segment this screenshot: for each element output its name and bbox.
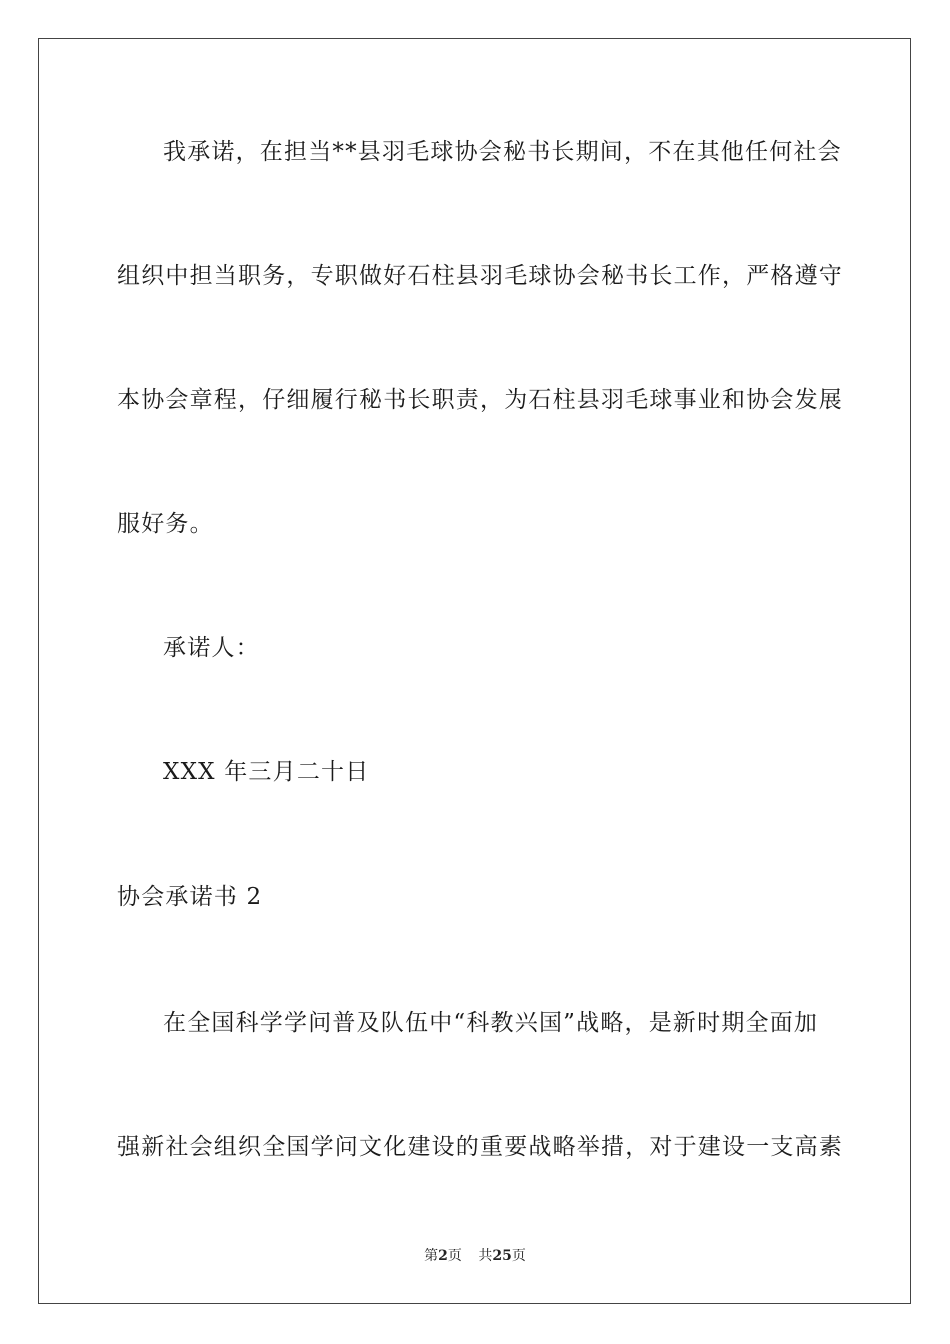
paragraph-1-line-4: 服好务。 — [117, 511, 214, 537]
page-footer — [0, 1245, 950, 1265]
page-number: 第2页 — [424, 1248, 462, 1264]
page-total: 共25页 — [478, 1248, 526, 1264]
paragraph-1-line-3: 本协会章程，仔细履行秘书长职责，为石柱县羽毛球事业和协会发展 — [117, 387, 843, 413]
paragraph-2-line-1: 在全国科学学问普及队伍中“科教兴国”战略，是新时期全面加 — [163, 1010, 819, 1036]
paragraph-2-line-2: 强新社会组织全国学问文化建设的重要战略举措，对于建设一支高素 — [117, 1134, 843, 1160]
paragraph-1-line-1: 我承诺，在担当**县羽毛球协会秘书长期间，不在其他任何社会 — [163, 139, 842, 165]
signature-date: XXX 年三月二十日 — [163, 759, 370, 785]
page-frame — [38, 38, 911, 1304]
paragraph-1-line-2: 组织中担当职务，专职做好石柱县羽毛球协会秘书长工作，严格遵守 — [117, 263, 843, 289]
signature-label: 承诺人： — [163, 635, 260, 661]
section-title: 协会承诺书 2 — [117, 884, 263, 910]
